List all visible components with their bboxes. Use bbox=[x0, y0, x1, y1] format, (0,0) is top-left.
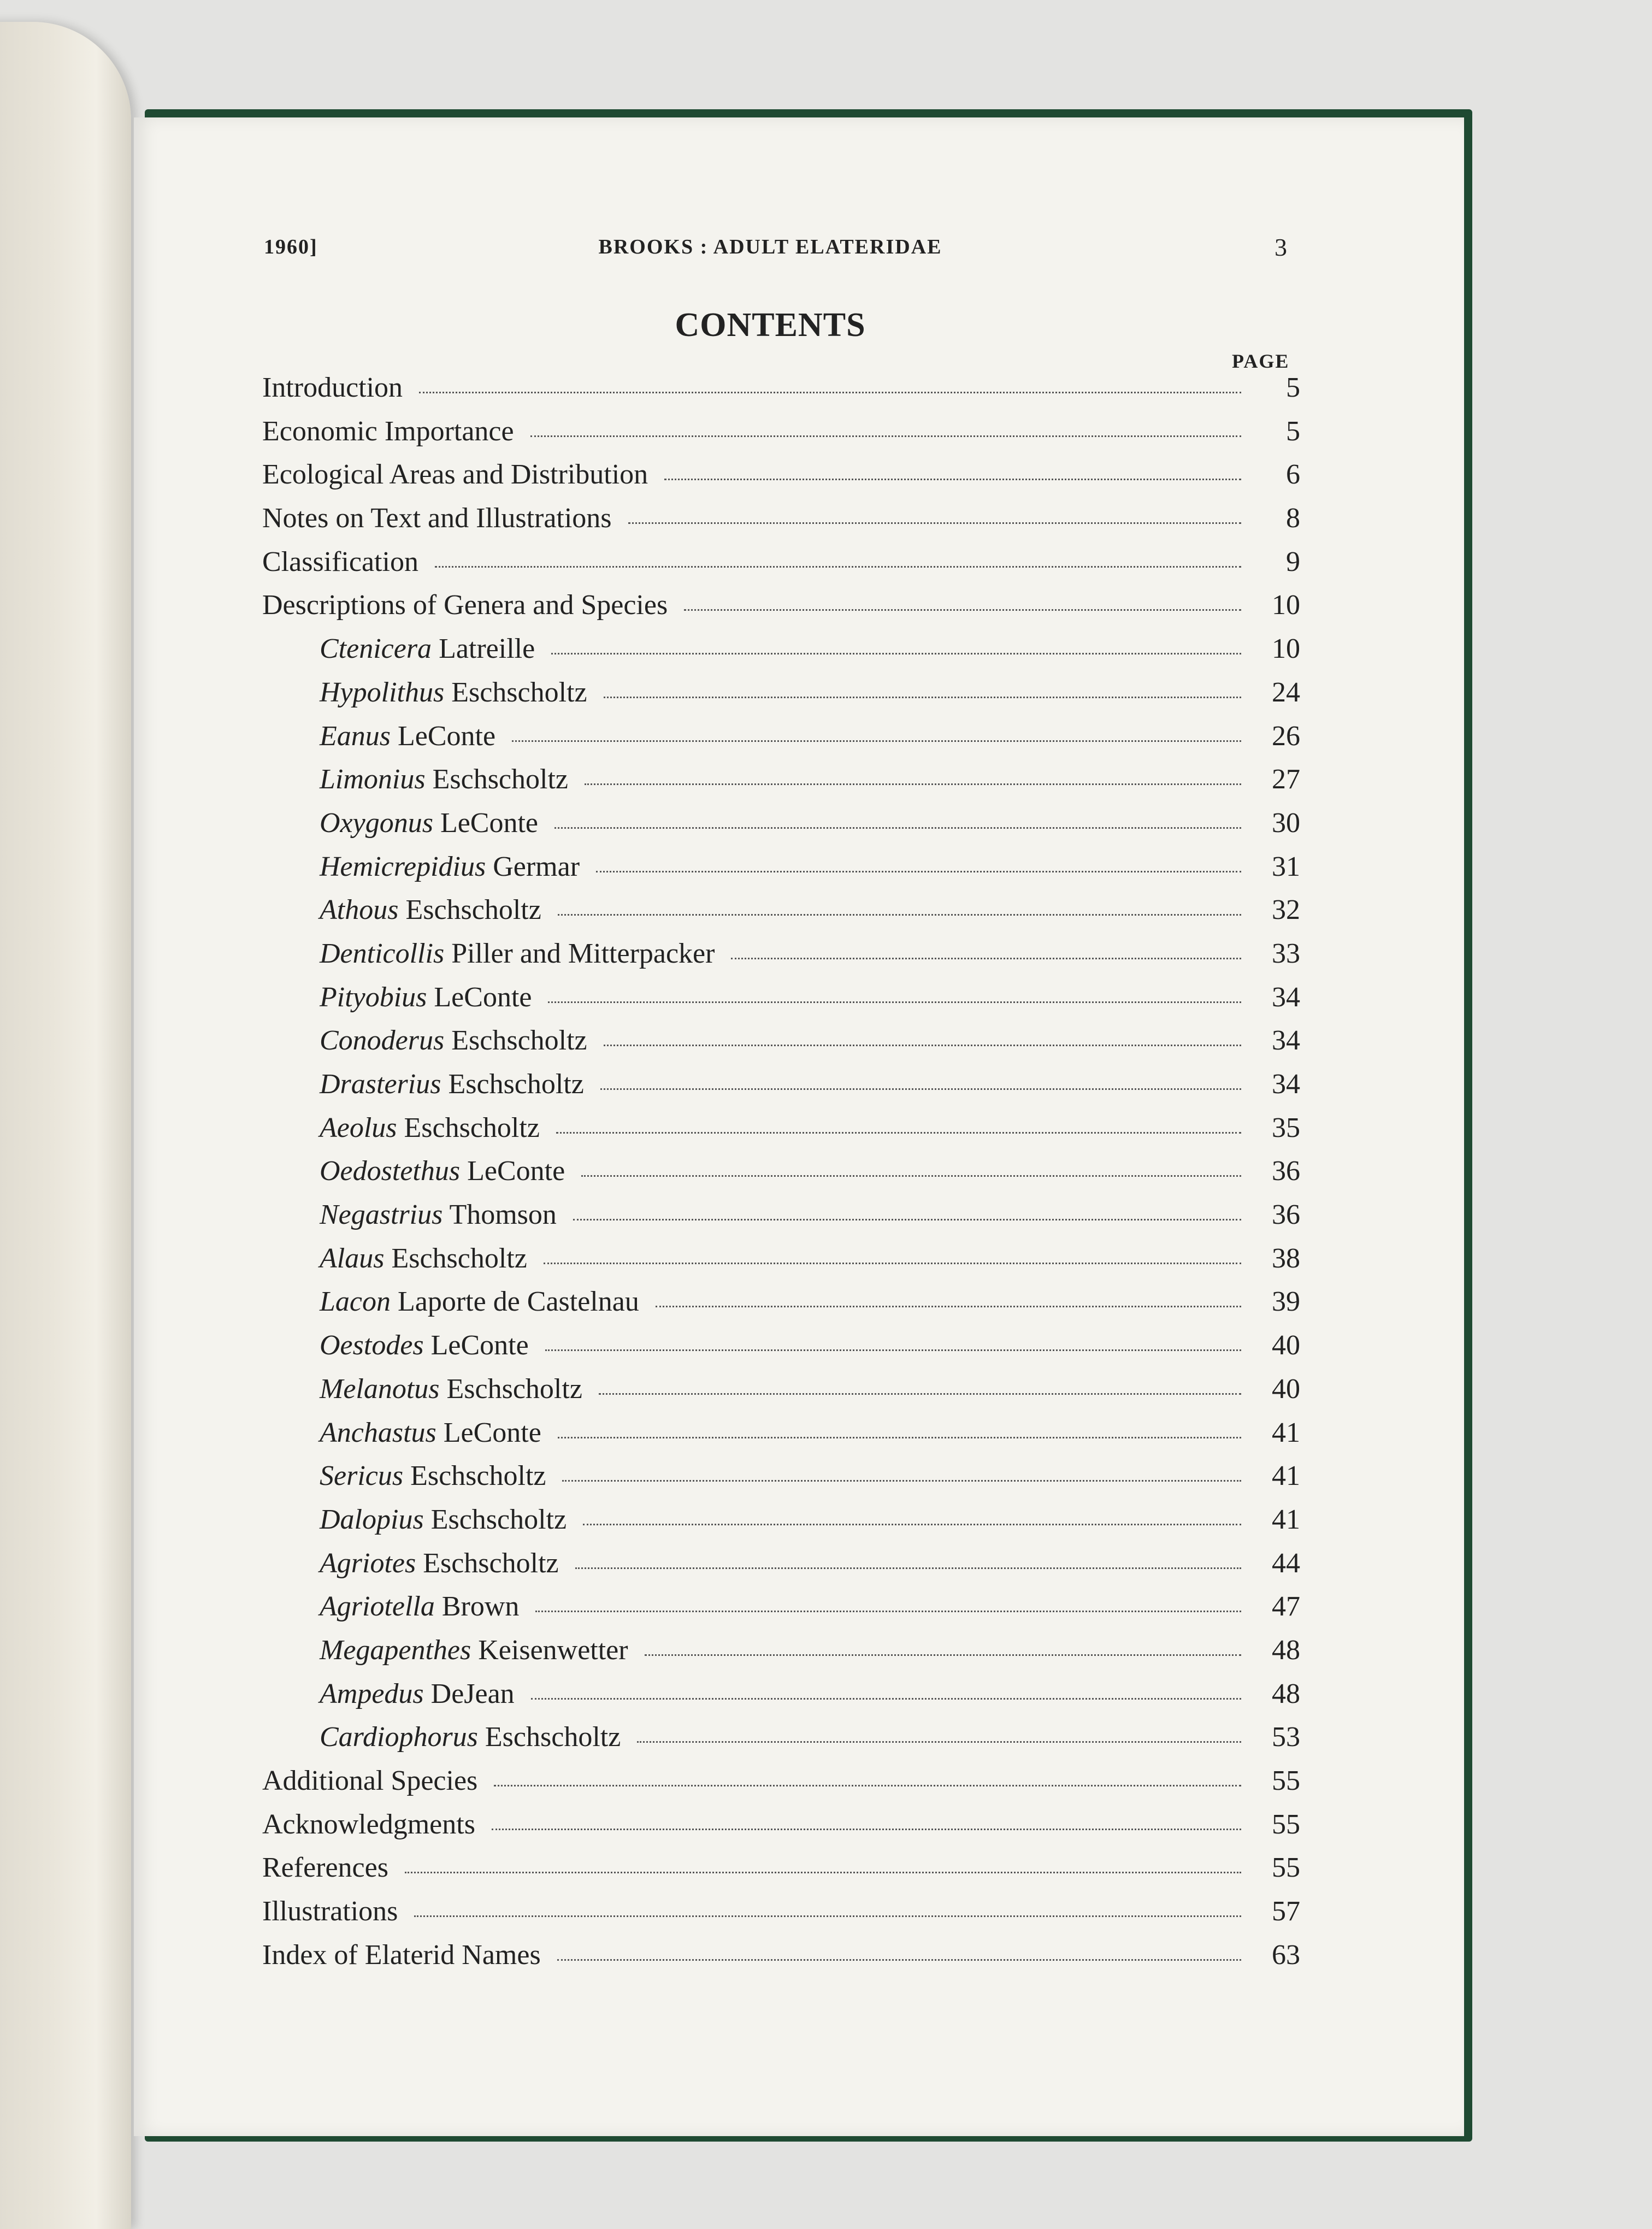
left-page-edge bbox=[0, 22, 131, 2229]
toc-genus-name: Hemicrepidius bbox=[320, 851, 486, 882]
toc-author-name: Thomson bbox=[449, 1199, 557, 1231]
dot-leader bbox=[530, 435, 1241, 437]
toc-author-name: Eschscholtz bbox=[451, 676, 587, 708]
dot-leader bbox=[548, 1001, 1241, 1003]
toc-author-name: Latreille bbox=[439, 633, 535, 665]
toc-entry-label bbox=[320, 1460, 546, 1492]
toc-entry bbox=[262, 633, 1300, 676]
dot-leader bbox=[596, 871, 1241, 872]
dot-leader bbox=[512, 740, 1241, 742]
toc-entry bbox=[262, 502, 1300, 546]
toc-entry-label bbox=[320, 676, 587, 709]
toc-entry-label bbox=[320, 1590, 519, 1623]
toc-page-number: 38 bbox=[1272, 1242, 1300, 1274]
dot-leader bbox=[545, 1349, 1241, 1351]
toc-entry bbox=[262, 1503, 1300, 1547]
toc-entry-label bbox=[320, 720, 495, 752]
toc-author-name: LeConte bbox=[440, 807, 539, 839]
toc-entry bbox=[262, 1199, 1300, 1242]
toc-entry-label bbox=[320, 1112, 540, 1144]
toc-entry bbox=[262, 1285, 1300, 1329]
toc-page-number: 24 bbox=[1272, 676, 1300, 708]
toc-entry bbox=[262, 1373, 1300, 1417]
toc-entry bbox=[262, 1024, 1300, 1068]
toc-author-name: Eschscholtz bbox=[405, 894, 541, 926]
toc-page-number: 8 bbox=[1286, 503, 1300, 534]
toc-entry bbox=[262, 676, 1300, 720]
toc-entry-label: Index of Elaterid Names bbox=[262, 1939, 541, 1971]
dot-leader bbox=[604, 1045, 1241, 1046]
toc-genus-name: Oestodes bbox=[320, 1330, 424, 1361]
toc-genus-name: Agriotes bbox=[320, 1547, 416, 1579]
toc-entry-label bbox=[320, 1329, 529, 1361]
header-page-number: 3 bbox=[1275, 233, 1288, 261]
toc-author-name: LeConte bbox=[430, 1330, 529, 1361]
toc-author-name: LeConte bbox=[467, 1155, 565, 1187]
toc-page-number: 10 bbox=[1272, 589, 1300, 621]
toc-genus-name: Pityobius bbox=[320, 981, 427, 1013]
toc-page-number: 34 bbox=[1272, 1025, 1300, 1057]
toc-genus-name: Limonius bbox=[320, 764, 426, 795]
dot-leader bbox=[600, 1088, 1241, 1090]
toc-page-number: 36 bbox=[1272, 1155, 1300, 1187]
toc-page-number: 27 bbox=[1272, 764, 1300, 795]
dot-leader bbox=[575, 1567, 1241, 1569]
toc-author-name: LeConte bbox=[443, 1417, 541, 1448]
dot-leader bbox=[544, 1263, 1241, 1264]
toc-entry-label bbox=[320, 851, 580, 883]
toc-page-number: 47 bbox=[1272, 1591, 1300, 1623]
toc-genus-name: Drasterius bbox=[320, 1069, 441, 1100]
toc-entry-label: Ecological Areas and Distribution bbox=[262, 459, 648, 491]
toc-genus-name: Oedostethus bbox=[320, 1155, 461, 1187]
toc-entry bbox=[262, 1721, 1300, 1765]
toc-page-number: 35 bbox=[1272, 1112, 1300, 1143]
toc-entry-label: Classification bbox=[262, 546, 418, 577]
toc-page-number: 48 bbox=[1272, 1678, 1300, 1709]
toc-entry-label bbox=[320, 1721, 621, 1753]
toc-entry bbox=[262, 807, 1300, 851]
toc-page-number: 53 bbox=[1272, 1721, 1300, 1753]
toc-entry bbox=[262, 1417, 1300, 1460]
toc-entry bbox=[262, 894, 1300, 937]
toc-genus-name: Melanotus bbox=[320, 1373, 440, 1405]
toc-entry bbox=[262, 1068, 1300, 1112]
toc-author-name: Piller and Mitterpacker bbox=[451, 937, 715, 969]
dot-leader bbox=[535, 1611, 1241, 1612]
toc-genus-name: Athous bbox=[320, 894, 399, 926]
toc-genus-name: Megapenthes bbox=[320, 1634, 471, 1666]
toc-genus-name: Negastrius bbox=[320, 1199, 443, 1231]
toc-author-name: Eschscholtz bbox=[432, 764, 568, 795]
toc-entry-label: Illustrations bbox=[262, 1896, 398, 1927]
toc-author-name: Eschscholtz bbox=[410, 1460, 546, 1492]
toc-entry-label bbox=[320, 1634, 628, 1666]
dot-leader bbox=[405, 1872, 1241, 1873]
dot-leader bbox=[435, 566, 1241, 568]
toc-page-number: 40 bbox=[1272, 1330, 1300, 1361]
toc-entry bbox=[262, 1765, 1300, 1808]
contents-page bbox=[134, 117, 1464, 2136]
toc-page-number: 41 bbox=[1272, 1460, 1300, 1492]
toc-entry-label: References bbox=[262, 1852, 388, 1884]
toc-page-number: 40 bbox=[1272, 1373, 1300, 1405]
toc-genus-name: Ctenicera bbox=[320, 633, 432, 665]
toc-entry-label: Introduction bbox=[262, 372, 403, 403]
toc-genus-name: Eanus bbox=[320, 720, 391, 752]
toc-page-number: 41 bbox=[1272, 1417, 1300, 1448]
toc-author-name: Germar bbox=[493, 851, 580, 882]
dot-leader bbox=[494, 1785, 1241, 1786]
dot-leader bbox=[554, 827, 1241, 829]
toc-entry bbox=[262, 415, 1300, 459]
toc-entry-label bbox=[320, 1024, 587, 1057]
toc-page-number: 5 bbox=[1286, 372, 1300, 403]
toc-entry bbox=[262, 1678, 1300, 1721]
dot-leader bbox=[604, 697, 1241, 698]
dot-leader bbox=[557, 1959, 1241, 1961]
toc-page-number: 26 bbox=[1272, 720, 1300, 752]
toc-genus-name: Lacon bbox=[320, 1286, 391, 1318]
toc-author-name: Eschscholtz bbox=[448, 1069, 584, 1100]
toc-entry-label bbox=[320, 763, 568, 795]
toc-author-name: Eschscholtz bbox=[451, 1025, 587, 1057]
toc-entry-label: Descriptions of Genera and Species bbox=[262, 589, 668, 621]
toc-genus-name: Oxygonus bbox=[320, 807, 433, 839]
toc-page-number: 32 bbox=[1272, 894, 1300, 926]
dot-leader bbox=[585, 783, 1241, 785]
toc-page-number: 48 bbox=[1272, 1634, 1300, 1666]
toc-entry bbox=[262, 1547, 1300, 1591]
toc-genus-name: Anchastus bbox=[320, 1417, 436, 1448]
toc-entry bbox=[262, 763, 1300, 807]
dot-leader bbox=[492, 1829, 1241, 1830]
toc-entry-label: Acknowledgments bbox=[262, 1808, 475, 1840]
toc-page-number: 10 bbox=[1272, 633, 1300, 665]
toc-author-name: Laporte de Castelnau bbox=[398, 1286, 639, 1318]
toc-entry-label bbox=[320, 807, 538, 839]
dot-leader bbox=[581, 1175, 1241, 1177]
toc-genus-name: Aeolus bbox=[320, 1112, 397, 1143]
toc-entry bbox=[262, 1329, 1300, 1373]
dot-leader bbox=[419, 392, 1241, 393]
toc-genus-name: Denticollis bbox=[320, 937, 445, 969]
toc-page-number: 6 bbox=[1286, 459, 1300, 491]
toc-page-number: 55 bbox=[1272, 1808, 1300, 1840]
dot-leader bbox=[628, 522, 1241, 524]
toc-page-number: 55 bbox=[1272, 1765, 1300, 1796]
toc-author-name: LeConte bbox=[434, 981, 532, 1013]
toc-entry bbox=[262, 1851, 1300, 1895]
toc-genus-name: Hypolithus bbox=[320, 676, 445, 708]
toc-entry-label bbox=[320, 1417, 541, 1449]
dot-leader bbox=[599, 1393, 1241, 1395]
toc-entry-label bbox=[320, 1503, 567, 1536]
toc-page-number: 63 bbox=[1272, 1939, 1300, 1971]
dot-leader bbox=[414, 1915, 1241, 1917]
toc-entry bbox=[262, 1634, 1300, 1678]
toc-entry bbox=[262, 1895, 1300, 1939]
dot-leader bbox=[684, 609, 1241, 611]
toc-page-number: 34 bbox=[1272, 1069, 1300, 1100]
toc-author-name: Eschscholtz bbox=[446, 1373, 582, 1405]
dot-leader bbox=[556, 1132, 1241, 1134]
toc-genus-name: Sericus bbox=[320, 1460, 404, 1492]
toc-author-name: Eschscholtz bbox=[404, 1112, 540, 1143]
toc-entry-label bbox=[320, 894, 541, 926]
toc-entry bbox=[262, 546, 1300, 589]
toc-entry bbox=[262, 851, 1300, 894]
dot-leader bbox=[531, 1698, 1241, 1700]
toc-page-number: 5 bbox=[1286, 415, 1300, 447]
toc-entry-label: Economic Importance bbox=[262, 415, 514, 447]
dot-leader bbox=[562, 1480, 1241, 1482]
toc-page-number: 57 bbox=[1272, 1896, 1300, 1927]
toc-entry-label bbox=[320, 1242, 527, 1275]
toc-entry-label bbox=[320, 1547, 559, 1579]
toc-entry bbox=[262, 1460, 1300, 1503]
toc-entry bbox=[262, 1939, 1300, 1983]
toc-page-number: 36 bbox=[1272, 1199, 1300, 1231]
toc-entry bbox=[262, 371, 1300, 415]
toc-page-number: 30 bbox=[1272, 807, 1300, 839]
toc-entry-label bbox=[320, 1068, 584, 1100]
toc-author-name: Eschscholtz bbox=[391, 1242, 527, 1274]
toc-author-name: DeJean bbox=[430, 1678, 515, 1709]
header-year: 1960] bbox=[264, 235, 318, 258]
dot-leader bbox=[731, 958, 1241, 959]
dot-leader bbox=[573, 1219, 1241, 1220]
toc-page-number: 34 bbox=[1272, 981, 1300, 1013]
toc-entry-label bbox=[320, 633, 535, 665]
toc-genus-name: Conoderus bbox=[320, 1025, 445, 1057]
dot-leader bbox=[558, 1437, 1241, 1438]
toc-entry-label: Notes on Text and Illustrations bbox=[262, 503, 612, 534]
dot-leader bbox=[637, 1741, 1241, 1743]
toc-entry-label bbox=[320, 1373, 582, 1405]
page-column-label: PAGE bbox=[1232, 350, 1290, 372]
contents-title: CONTENTS bbox=[675, 306, 866, 344]
toc-entry bbox=[262, 458, 1300, 502]
toc-entry-label bbox=[320, 1199, 557, 1231]
toc-entry-label bbox=[320, 937, 715, 970]
toc-page-number: 55 bbox=[1272, 1852, 1300, 1884]
toc-genus-name: Dalopius bbox=[320, 1503, 424, 1535]
toc-page-number: 31 bbox=[1272, 851, 1300, 882]
header-running-title: BROOKS : ADULT ELATERIDAE bbox=[598, 235, 942, 258]
toc-author-name: Eschscholtz bbox=[423, 1547, 559, 1579]
dot-leader bbox=[558, 914, 1241, 916]
toc-entry bbox=[262, 1112, 1300, 1155]
toc-entry bbox=[262, 720, 1300, 764]
dot-leader bbox=[583, 1524, 1241, 1525]
toc-entry-label bbox=[320, 1285, 639, 1318]
toc-genus-name: Alaus bbox=[320, 1242, 385, 1274]
toc-entry-label bbox=[320, 1155, 565, 1187]
toc-author-name: Keisenwetter bbox=[478, 1634, 628, 1666]
toc-genus-name: Cardiophorus bbox=[320, 1721, 478, 1753]
toc-entry bbox=[262, 937, 1300, 981]
dot-leader bbox=[645, 1654, 1241, 1656]
toc-page-number: 41 bbox=[1272, 1503, 1300, 1535]
table-of-contents bbox=[262, 371, 1300, 1982]
dot-leader bbox=[551, 653, 1241, 654]
toc-entry-label: Additional Species bbox=[262, 1765, 478, 1796]
toc-page-number: 9 bbox=[1286, 546, 1300, 577]
toc-page-number: 33 bbox=[1272, 937, 1300, 969]
toc-page-number: 39 bbox=[1272, 1286, 1300, 1318]
toc-entry bbox=[262, 1242, 1300, 1286]
toc-author-name: Eschscholtz bbox=[430, 1503, 567, 1535]
toc-author-name: Eschscholtz bbox=[485, 1721, 621, 1753]
dot-leader bbox=[664, 479, 1241, 480]
toc-author-name: Brown bbox=[441, 1591, 520, 1623]
toc-entry bbox=[262, 1808, 1300, 1852]
toc-entry bbox=[262, 981, 1300, 1025]
dot-leader bbox=[656, 1306, 1241, 1307]
toc-entry bbox=[262, 589, 1300, 633]
toc-genus-name: Agriotella bbox=[320, 1591, 435, 1623]
toc-entry bbox=[262, 1155, 1300, 1199]
toc-page-number: 44 bbox=[1272, 1547, 1300, 1579]
toc-entry bbox=[262, 1590, 1300, 1634]
toc-genus-name: Ampedus bbox=[320, 1678, 424, 1709]
toc-author-name: LeConte bbox=[398, 720, 496, 752]
toc-entry-label bbox=[320, 981, 532, 1013]
toc-entry-label bbox=[320, 1678, 515, 1710]
